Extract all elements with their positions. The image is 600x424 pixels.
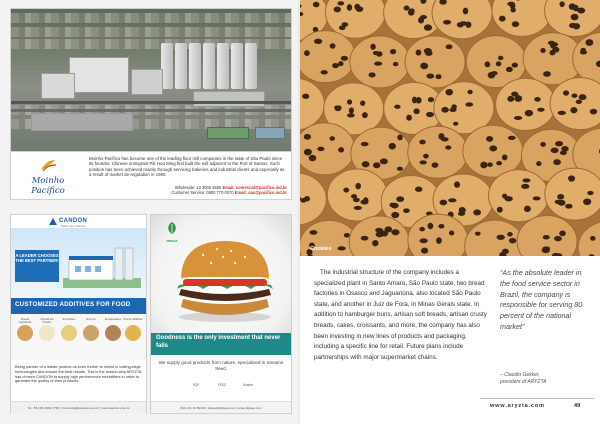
candon-logo: CANDON Sabor por Ciência [59,218,88,228]
cookie [408,126,468,178]
candon-hero [11,228,146,298]
cookie [432,0,492,39]
footer-rule [480,398,594,399]
cookie [463,125,523,177]
right-page [300,0,600,424]
cookies-image [300,0,600,256]
product-item: Encapsulation [102,318,124,341]
product-item: Special Ingredients [14,318,36,341]
product-item: Premix Additives [122,318,144,341]
sqf-badge: SQF [192,383,200,387]
sesame-footer: (52) 411 15 50100 | dipasa@dipasa.com | www.dipasa.com [151,401,291,414]
cookie [492,0,552,36]
moinho-pacifico-ad [10,8,292,200]
product-item: Special Fat Powder [36,318,58,341]
sesame-band [151,333,291,355]
moinho-logo-name: Moinho Pacífico [31,176,65,196]
cookie [496,78,556,130]
candon-header [11,215,146,228]
certification-badges [151,377,291,395]
kosher-badge: Kosher [242,383,254,387]
cookie [573,32,600,84]
cookie [300,173,326,225]
service-email[interactable]: Email: sac@pacifico.ind.br [234,190,287,195]
service-label: Customer Service: 0800 770 0070 [171,190,234,195]
quote-author: – Claudio Gekker, [500,372,540,378]
quote-role: president of ARYZTA [500,379,547,385]
cookie [465,220,525,256]
candon-products [11,314,146,360]
article-body: The industrial structure of the company includes a specialized plant in Santo Amaro, São Paulo state, two bread factories in Osasco and Jaguariúna, also located São Paulo state, and another in Juiz de Fora, in Minas Gerais state. In addition to hamburger buns, artisan soft breads, artisan crusty breads, cakes, croissants, and more, the company has also been investing in new lines of products and packaging, including a specific line for retail. Future plans include partnerships with major supermarket chains. [314,269,487,361]
sesame-body-text: We supply good products from nature, specialized in Sesame Seed. [158,360,284,371]
cookie [517,215,577,256]
candon-band [11,298,146,314]
cookie [300,123,355,175]
pull-quote: “As the absolute leader in the food service sector in Brazil, the company is responsible for serving 80 percent of the national market” [500,268,583,331]
cookie [300,78,324,130]
product-item: Enzyme [80,318,102,341]
moinho-contact [89,185,287,195]
product-image [17,325,33,341]
cookie [545,168,600,220]
candon-footer: Tel.: 55 (45) 3284 7700 | Comercial@candon.com.br | www.candon.com.br [11,401,146,414]
candon-tagline: Sabor por Ciência [61,224,86,228]
photo-caption: Cookies [310,246,332,252]
cookie [550,78,600,130]
cookie [300,31,356,83]
page-number: 49 [574,403,581,409]
cookie [350,36,410,88]
wholesale-email[interactable]: Email: comercial@pacifico.ind.br [222,185,287,190]
product-item: Emulsifiers [58,318,80,341]
fssc-badge: FSSC [217,383,227,387]
candon-leader-box: A LEADER CHOOSES THE BEST PARTNER! [15,250,59,282]
moinho-info-panel [11,151,291,200]
cookie [489,170,549,222]
cookie [405,36,465,88]
candon-body-text: Being partner of a leader pushes us even further to invest in cutting-edge technologies and ensure the best results. This is the reason why ARYZTA has chosen CANDON to supply high performance emulsifiers in order to garantee the quality of their products. [15,364,142,384]
moinho-description: Moinho Pacífico has become one of the leading flour mill companies in the state of São Paulo since its founder, Chinese immigrant Pik Hoo Ming first built the mill adjacent to the Port of Santos. Such position has been achieved mainly through servicing bakeries and industrial clients and especially as a result of market de-regulation in 1990. [89,156,285,178]
quote-attribution [500,372,592,386]
cookie [545,0,600,37]
moinho-logo [15,158,81,196]
factory-illustration [63,244,141,288]
wholesale-label: Wholesale: 13 3000 5555 [174,185,222,190]
cookie [327,169,387,221]
footer-website[interactable]: www.aryzta.com [490,403,545,409]
product-image [83,325,99,341]
cookies-photo [300,0,600,256]
burger-image [173,237,277,323]
candon-band-title: CUSTOMIZED ADDITIVES FOR FOOD [15,301,131,308]
sesame-hero [151,215,291,333]
product-image [39,325,55,341]
sesame-band-title: Goodness is the only investment that never fails [156,335,281,349]
candon-logo-icon [49,218,57,225]
sesame-ad [150,214,292,414]
mill-aerial-photo [11,9,291,151]
product-image [125,325,141,341]
product-image [61,325,77,341]
leaf-icon [165,221,179,235]
dipasa-logo: DIPASA [161,221,183,241]
cookie [578,221,600,256]
wheat-icon [39,158,57,172]
candon-ad [10,214,147,414]
product-image [105,325,121,341]
